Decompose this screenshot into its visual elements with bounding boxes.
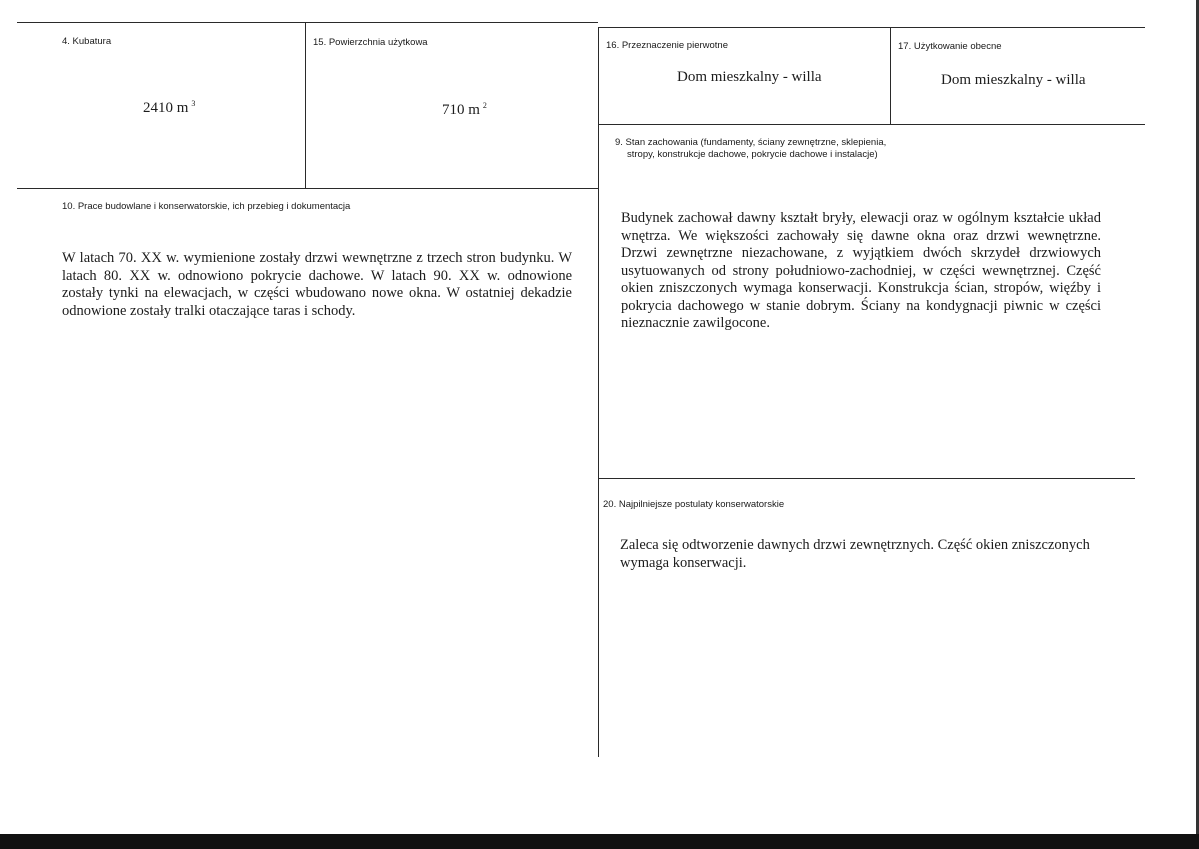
kubatura-value: [143, 99, 195, 117]
kubatura-label: 4. Kubatura: [62, 36, 112, 47]
stan-text: Budynek zachował dawny kształt bryły, elewacji oraz w ogólnym kształcie układ wnętrza. We większości zachowały się dawne okna oraz drzwi wewnętrzne. Drzwi zewnętrzne niezachowane, z wyjątkiem dwóch skrzydeł drzwiowych usytuowanych od strony południowo-zachodniej, w części wewnętrznej. Część okien zniszczonych wymaga konserwacji. Konstrukcja ścian, stropów, więźby i pokrycia dachowego w stanie dobrym. Ściany na kondygnacji piwnic w części nieznacznie zawilgocone.: [621, 210, 1101, 331]
kubatura-unit-exponent: 3: [191, 99, 196, 108]
stan-label-line2: stropy, konstrukcje dachowe, pokrycie dachowe i instalacje): [627, 149, 878, 160]
rule-under-stan: [598, 478, 1135, 479]
divider-kubatura-powierzchnia: [305, 22, 306, 188]
prace-text: W latach 70. XX w. wymienione zostały drzwi wewnętrzne z trzech stron budynku. W latach 80. XX w. odnowiono pokrycie dachowe. W latach 90. XX w. odnowione zostały tynki na elewacjach, w części wbudowano nowe okna. W ostatniej dekadzie odnowione zostały tralki otaczające taras i schody.: [62, 250, 572, 319]
top-rule-right: [598, 27, 1145, 28]
divider-przeznaczenie-uzytkowanie: [890, 27, 891, 124]
postulaty-label: 20. Najpilniejsze postulaty konserwatorskie: [603, 499, 785, 510]
powierzchnia-value: [442, 101, 487, 119]
przeznaczenie-label: 16. Przeznaczenie pierwotne: [606, 40, 728, 51]
uzytkowanie-label: 17. Użytkowanie obecne: [898, 41, 1002, 52]
powierzchnia-unit-exponent: 2: [482, 101, 487, 110]
powierzchnia-label: 15. Powierzchnia użytkowa: [313, 37, 428, 48]
stan-label-line1: 9. Stan zachowania (fundamenty, ściany zewnętrzne, sklepienia,: [615, 137, 887, 148]
uzytkowanie-value: Dom mieszkalny - willa: [941, 72, 1086, 88]
prace-label: 10. Prace budowlane i konserwatorskie, ich przebieg i dokumentacja: [62, 201, 351, 212]
rule-under-kubatura: [17, 188, 598, 189]
postulaty-text: Zaleca się odtworzenie dawnych drzwi zewnętrznych. Część okien zniszczonych wymaga konserwacji.: [620, 537, 1090, 571]
kubatura-number: 2410 m: [143, 100, 189, 116]
powierzchnia-number: 710 m: [442, 102, 480, 118]
center-divider: [598, 27, 599, 757]
rule-under-przeznaczenie: [598, 124, 1145, 125]
przeznaczenie-value: Dom mieszkalny - willa: [677, 69, 822, 85]
scan-edge-bottom: [0, 834, 1199, 849]
top-rule-left: [17, 22, 598, 23]
